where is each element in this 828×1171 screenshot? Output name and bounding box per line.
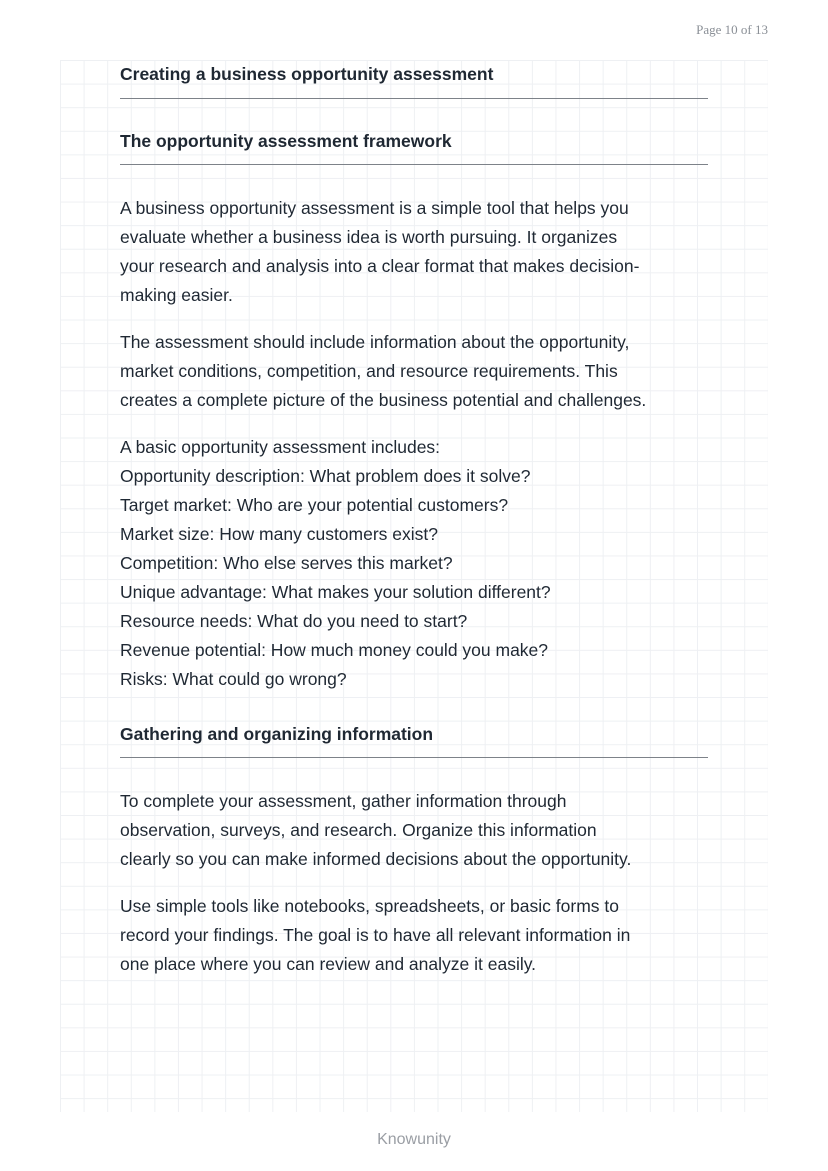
text-line: your research and analysis into a clear format that makes decision- (120, 256, 640, 276)
text-line: A business opportunity assessment is a simple tool that helps you (120, 198, 629, 218)
list-item: Opportunity description: What problem does it solve? (120, 466, 531, 486)
text-line: one place where you can review and analyze it easily. (120, 954, 537, 974)
document-title: Creating a business opportunity assessment (120, 64, 494, 84)
text-line: record your findings. The goal is to have all relevant information in (120, 925, 631, 945)
section-heading-gathering: Gathering and organizing information (120, 724, 434, 744)
list-item: Resource needs: What do you need to start? (120, 611, 468, 631)
paragraph-framework-intro (120, 194, 708, 310)
text-line: making easier. (120, 285, 233, 305)
paragraph-assessment-contents (120, 328, 708, 415)
text-line: To complete your assessment, gather information through (120, 791, 567, 811)
list-item: Risks: What could go wrong? (120, 669, 347, 689)
list-item: Competition: Who else serves this market? (120, 553, 453, 573)
list-item: Revenue potential: How much money could you make? (120, 640, 549, 660)
paragraph-gathering (120, 787, 708, 874)
text-line: market conditions, competition, and resource requirements. This (120, 361, 618, 381)
page-number: Page 10 of 13 (696, 22, 768, 37)
text-line: The assessment should include information about the opportunity, (120, 332, 630, 352)
paragraph-tools (120, 892, 708, 979)
assessment-list (120, 433, 708, 694)
text-line: Use simple tools like notebooks, spreadsheets, or basic forms to (120, 896, 619, 916)
footer-brand: Knowunity (377, 1131, 451, 1148)
list-item: Market size: How many customers exist? (120, 524, 439, 544)
text-line: creates a complete picture of the business potential and challenges. (120, 390, 647, 410)
list-item: Unique advantage: What makes your solution different? (120, 582, 551, 602)
text-line: clearly so you can make informed decisions about the opportunity. (120, 849, 632, 869)
list-item: Target market: Who are your potential customers? (120, 495, 509, 515)
text-line: evaluate whether a business idea is worth pursuing. It organizes (120, 227, 618, 247)
text-line: observation, surveys, and research. Organize this information (120, 820, 597, 840)
section-heading-framework: The opportunity assessment framework (120, 131, 452, 151)
list-intro: A basic opportunity assessment includes: (120, 437, 441, 457)
document-content (120, 60, 708, 979)
